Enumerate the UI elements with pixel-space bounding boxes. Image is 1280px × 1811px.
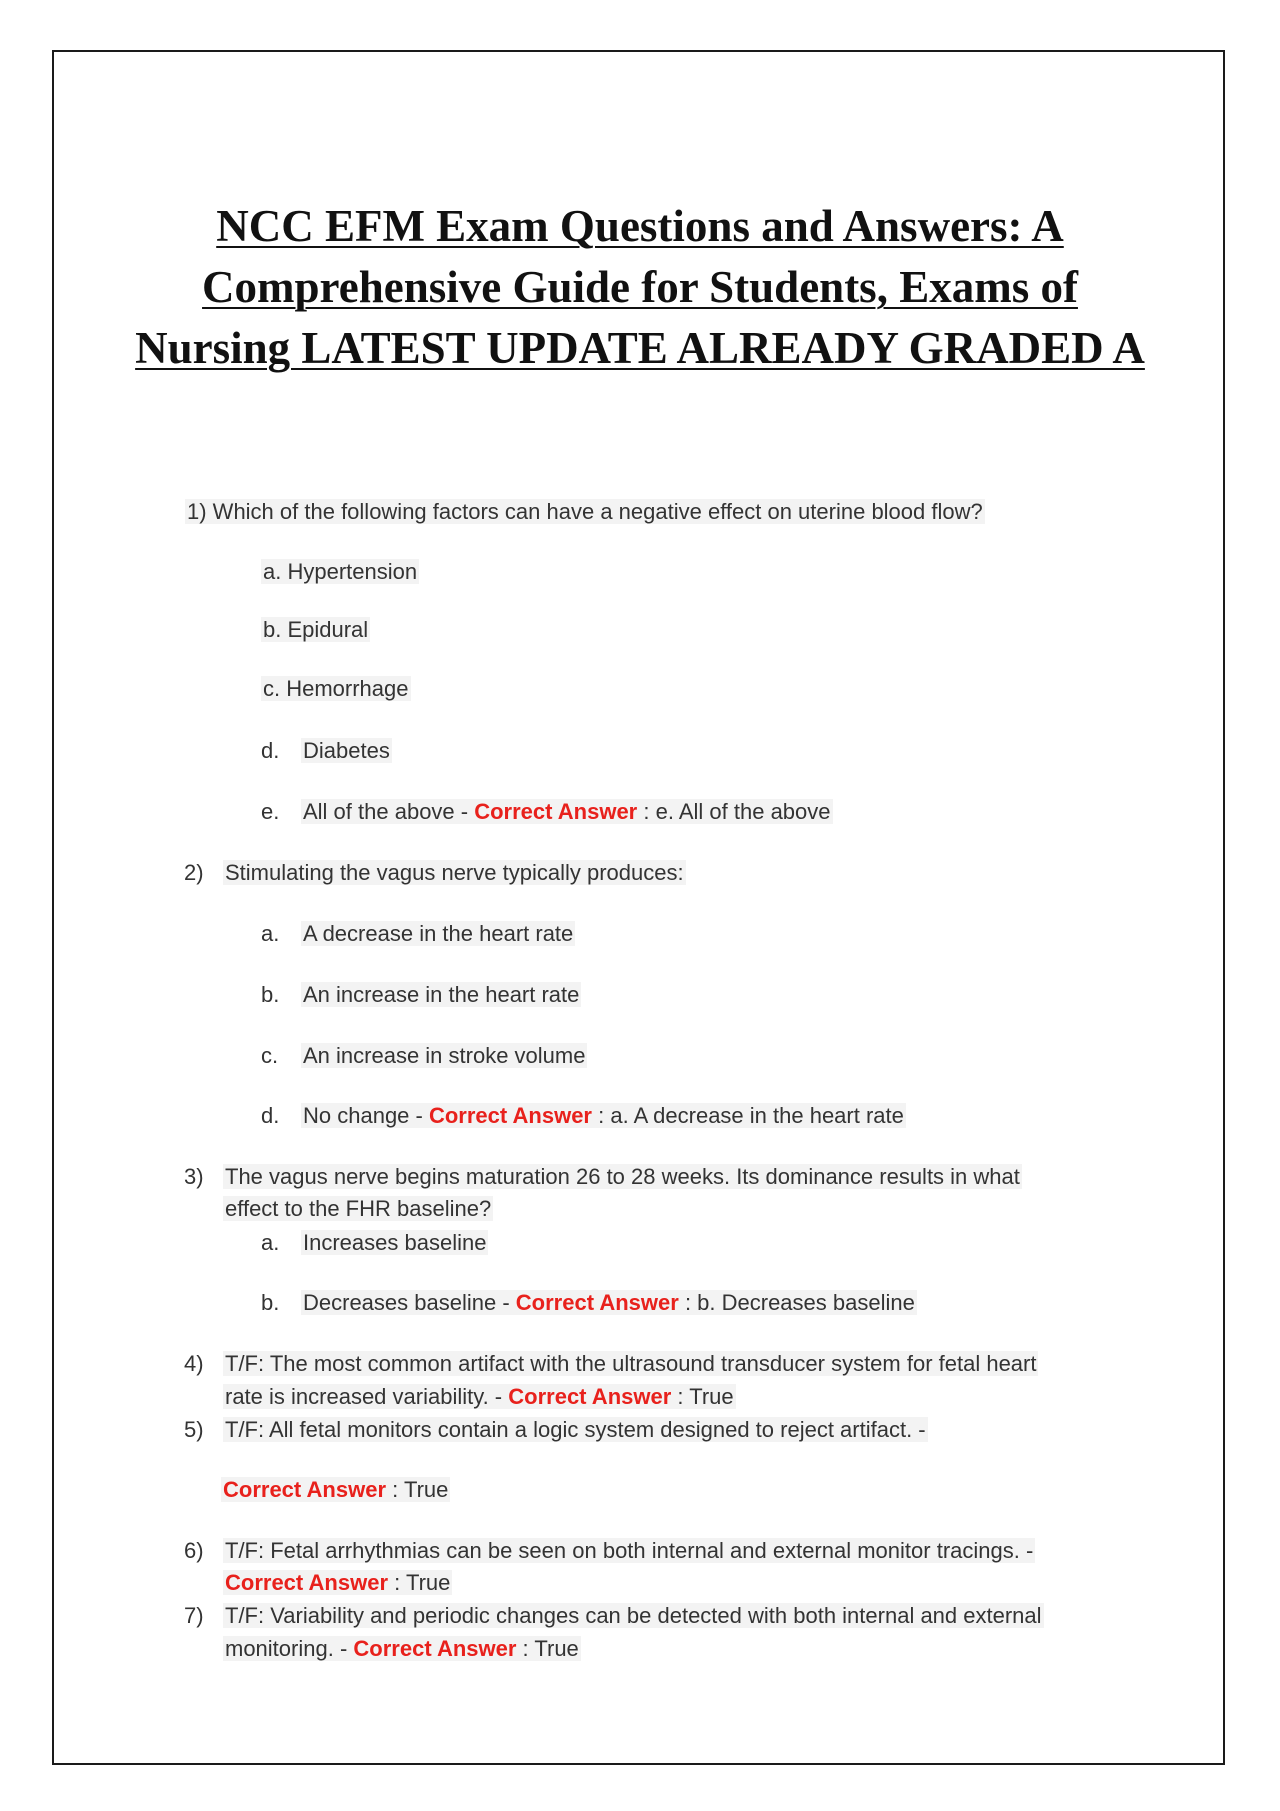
option-2c: c. An increase in stroke volume (261, 1043, 586, 1068)
question-5-line-1: T/F: All fetal monitors contain a logic system designed to reject artifact. - (225, 1417, 926, 1442)
question-6-number: 6) (184, 1538, 204, 1563)
question-2-number: 2) (184, 860, 204, 885)
correct-answer-label: Correct Answer (474, 799, 638, 824)
option-1a: a. Hypertension (263, 559, 418, 584)
question-7-line-2: monitoring. - Correct Answer : True (225, 1636, 579, 1661)
option-2d: d. No change - Correct Answer : a. A decrease in the heart rate (261, 1103, 904, 1128)
option-3b: b. Decreases baseline - Correct Answer : b. Decreases baseline (261, 1290, 915, 1315)
option-1d: d. Diabetes (261, 738, 390, 763)
question-3-line-2: effect to the FHR baseline? (225, 1196, 492, 1221)
page-title: NCC EFM Exam Questions and Answers: A Comprehensive Guide for Students, Exams of Nursing LATEST UPDATE ALREADY GRADED A (135, 201, 1145, 373)
answer-1: : e. All of the above (643, 799, 831, 824)
question-6-answer-line (223, 1567, 452, 1599)
option-3a: a. Increases baseline (261, 1230, 487, 1255)
correct-answer-label: Correct Answer (515, 1290, 679, 1315)
question-4-line-1: T/F: The most common artifact with the ultrasound transducer system for fetal heart (225, 1351, 1037, 1376)
answer-4: : True (677, 1384, 734, 1409)
answer-6: : True (394, 1570, 451, 1595)
option-2a: a. A decrease in the heart rate (261, 921, 574, 946)
question-4-number: 4) (184, 1351, 204, 1376)
question-1: 1) Which of the following factors can have a negative effect on uterine blood flow? (187, 499, 983, 524)
option-1b: b. Epidural (263, 617, 369, 642)
answer-7: : True (522, 1636, 579, 1661)
question-3-number: 3) (184, 1164, 204, 1189)
question-7-line-1: T/F: Variability and periodic changes can be detected with both internal and external (225, 1603, 1042, 1628)
option-1c: c. Hemorrhage (263, 676, 409, 701)
question-6-line-1: T/F: Fetal arrhythmias can be seen on both internal and external monitor tracings. - (225, 1538, 1034, 1563)
question-2: Stimulating the vagus nerve typically produces: (225, 860, 684, 885)
correct-answer-label: Correct Answer (508, 1384, 672, 1409)
answer-2: : a. A decrease in the heart rate (598, 1103, 904, 1128)
question-4-line-2: rate is increased variability. - Correct Answer : True (225, 1384, 734, 1409)
option-1e: e. All of the above - Correct Answer : e. All of the above (261, 799, 831, 824)
question-5-number: 5) (184, 1417, 204, 1442)
question-3-line-1: The vagus nerve begins maturation 26 to 28 weeks. Its dominance results in what (225, 1164, 1020, 1189)
question-7-number: 7) (184, 1603, 204, 1628)
correct-answer-label: Correct Answer (353, 1636, 517, 1661)
correct-answer-label: Correct Answer (223, 1477, 387, 1502)
answer-5: : True (392, 1477, 449, 1502)
correct-answer-label: Correct Answer (225, 1570, 389, 1595)
answer-3: : b. Decreases baseline (684, 1290, 915, 1315)
option-2b: b. An increase in the heart rate (261, 982, 580, 1007)
question-5-answer-line (221, 1474, 450, 1506)
correct-answer-label: Correct Answer (428, 1103, 592, 1128)
